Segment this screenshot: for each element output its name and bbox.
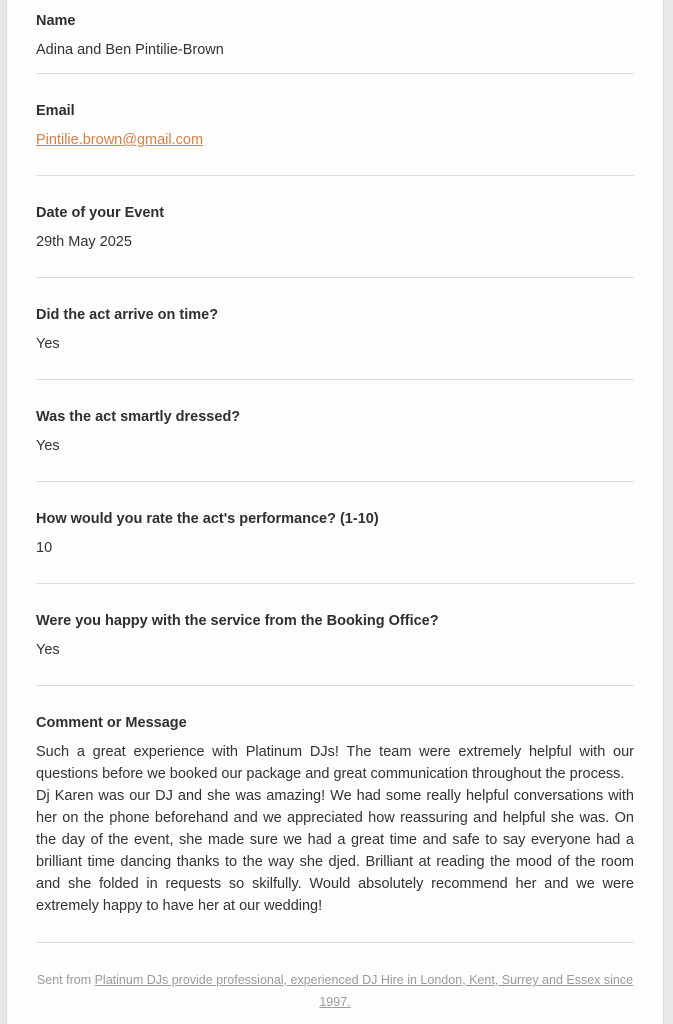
field-value: 29th May 2025 — [36, 234, 132, 250]
field-value — [36, 130, 634, 150]
field-value: Yes — [36, 642, 60, 658]
email-card — [6, 0, 664, 1024]
field-label: Name — [36, 13, 76, 29]
field-smartly-dressed — [36, 380, 634, 482]
comment-paragraph: Dj Karen was our DJ and she was amazing! We had some really helpful conversations with her on the phone beforehand and we appreciated how reassuring and helpful she was. On the day of the event, she made sure we had a great time and safe to say everyone had a brilliant time dancing thanks to the way she djed. Brilliant at reading the mood of the room and she folded in requests so skilfully. Would absolutely recommend her and we were extremely happy to have her at our wedding! — [36, 788, 634, 914]
field-value: Yes — [36, 336, 60, 352]
footer-link[interactable]: Platinum DJs provide professional, experienced DJ Hire in London, Kent, Surrey and Essex since 1997. — [94, 973, 634, 1009]
footer-prefix: Sent from — [36, 973, 92, 987]
field-performance-rating — [36, 482, 634, 584]
field-label: How would you rate the act's performance? (1-10) — [36, 511, 379, 527]
field-name — [36, 0, 634, 74]
field-value: Yes — [36, 438, 60, 454]
field-email — [36, 74, 634, 176]
comment-body — [36, 741, 634, 917]
field-arrived-on-time — [36, 278, 634, 380]
field-value: Adina and Ben Pintilie-Brown — [36, 42, 224, 58]
field-label: Comment or Message — [36, 715, 187, 731]
field-label: Were you happy with the service from the Booking Office? — [36, 613, 439, 629]
field-booking-office — [36, 584, 634, 686]
comment-paragraph: Such a great experience with Platinum DJs! The team were extremely helpful with our questions before we booked our package and great communication throughout the process. — [36, 744, 634, 782]
field-event-date — [36, 176, 634, 278]
field-label: Email — [36, 103, 75, 119]
field-label: Date of your Event — [36, 205, 165, 221]
footer — [36, 943, 634, 1013]
field-comment — [36, 686, 634, 943]
email-link[interactable]: Pintilie.brown@gmail.com — [36, 132, 204, 148]
field-label: Was the act smartly dressed? — [36, 409, 241, 425]
field-label: Did the act arrive on time? — [36, 307, 219, 323]
field-value: 10 — [36, 540, 53, 556]
